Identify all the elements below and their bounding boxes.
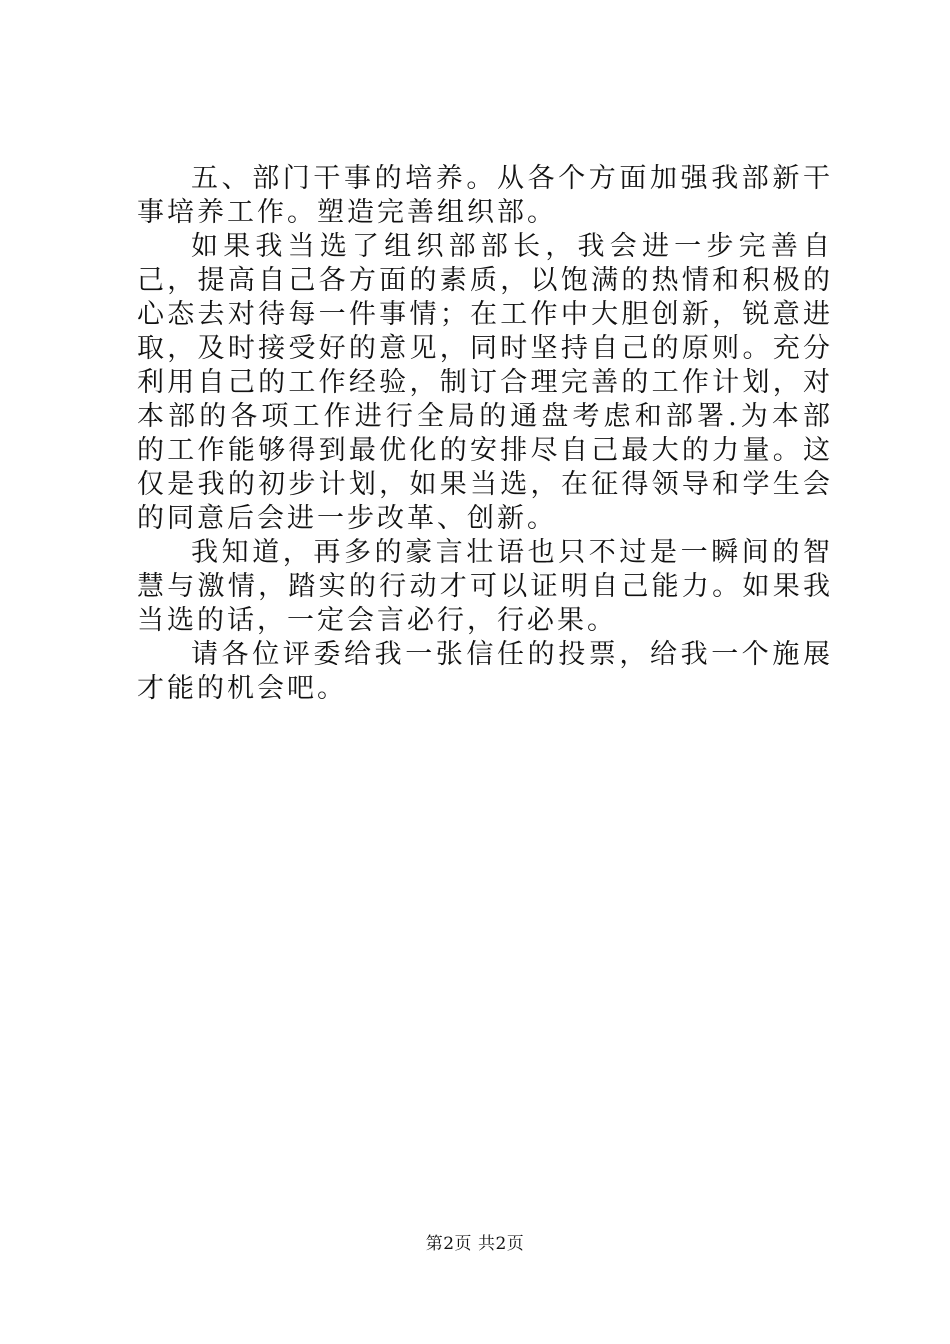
paragraph-cadre-training: 五、部门干事的培养。从各个方面加强我部新干事培养工作。塑造完善组织部。 [137,163,833,228]
page-footer: 第2页 共2页 [425,1234,525,1254]
paragraph-action-statement: 我知道，再多的豪言壮语也只不过是一瞬间的智慧与激情，踏实的行动才可以证明自己能力。如果我当选的话，一定会言必行，行必果。 [137,537,833,636]
paragraph-election-plan: 如果我当选了组织部部长，我会进一步完善自己，提高自己各方面的素质，以饱满的热情和积极的心态去对待每一件事情；在工作中大胆创新，锐意进取，及时接受好的意见，同时坚持自己的原则。充分利用自己的工作经验，制订合理完善的工作计划，对本部的各项工作进行全局的通盘考虑和部署.为本部的工作能够得到最优化的安排尽自己最大的力量。这仅是我的初步计划，如果当选，在征得领导和学生会的同意后会进一步改革、创新。 [137,231,833,534]
paragraph-vote-request: 请各位评委给我一张信任的投票，给我一个施展才能的机会吧。 [137,639,833,704]
document-body [137,162,833,706]
